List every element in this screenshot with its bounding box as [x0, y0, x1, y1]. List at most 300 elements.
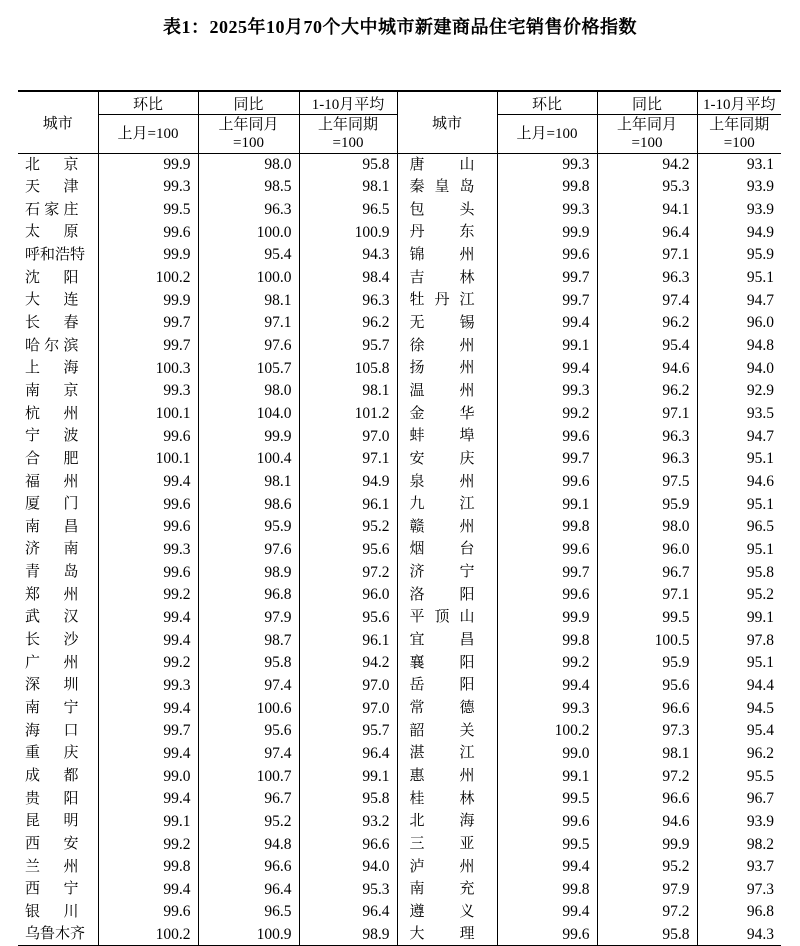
city-cell — [397, 403, 497, 426]
city-name: 徐 州 — [409, 337, 475, 354]
value-cell: 99.4 — [98, 879, 198, 902]
value-cell: 99.8 — [497, 879, 597, 902]
city-cell — [397, 471, 497, 494]
value-cell: 97.3 — [597, 720, 697, 743]
value-cell: 99.3 — [98, 176, 198, 199]
city-cell — [397, 652, 497, 675]
value-cell: 95.9 — [198, 516, 299, 539]
value-cell: 97.4 — [198, 675, 299, 698]
header-avg-base-left: 上年同期 =100 — [299, 115, 397, 154]
value-cell: 99.3 — [497, 154, 597, 177]
city-name: 西 宁 — [25, 881, 79, 898]
value-cell: 94.6 — [597, 357, 697, 380]
value-cell: 97.5 — [597, 471, 697, 494]
value-cell: 99.7 — [98, 335, 198, 358]
value-cell: 94.8 — [198, 833, 299, 856]
city-name: 蚌 埠 — [409, 428, 475, 445]
city-cell — [18, 811, 98, 834]
city-cell — [18, 516, 98, 539]
value-cell: 99.3 — [98, 675, 198, 698]
table-row — [18, 765, 781, 788]
city-cell — [397, 788, 497, 811]
city-name: 合 肥 — [25, 450, 79, 467]
value-cell: 95.3 — [299, 879, 397, 902]
value-cell: 99.4 — [497, 357, 597, 380]
value-cell: 97.2 — [597, 765, 697, 788]
value-cell: 96.4 — [299, 743, 397, 766]
value-cell: 99.8 — [497, 629, 597, 652]
value-cell: 96.3 — [597, 448, 697, 471]
header-avg-base-right: 上年同期 =100 — [697, 115, 781, 154]
city-cell — [18, 176, 98, 199]
value-cell: 93.9 — [697, 176, 781, 199]
value-cell: 97.0 — [299, 697, 397, 720]
city-cell — [18, 856, 98, 879]
table-row — [18, 471, 781, 494]
value-cell: 96.6 — [597, 697, 697, 720]
value-cell: 97.0 — [299, 675, 397, 698]
value-cell: 99.4 — [98, 788, 198, 811]
value-cell: 94.6 — [697, 471, 781, 494]
value-cell: 95.8 — [597, 924, 697, 946]
city-name: 无 锡 — [409, 314, 475, 331]
value-cell: 99.7 — [497, 448, 597, 471]
city-name: 西 安 — [25, 836, 79, 853]
city-name: 兰 州 — [25, 858, 79, 875]
city-cell — [397, 924, 497, 946]
city-name: 金 华 — [409, 405, 475, 422]
value-cell: 95.8 — [198, 652, 299, 675]
value-cell: 95.7 — [299, 720, 397, 743]
value-cell: 99.4 — [98, 607, 198, 630]
city-cell — [18, 720, 98, 743]
value-cell: 94.2 — [597, 154, 697, 177]
city-name: 宁 波 — [25, 428, 79, 445]
value-cell: 95.8 — [299, 788, 397, 811]
city-name: 上 海 — [25, 360, 79, 377]
table-row — [18, 720, 781, 743]
city-cell — [18, 471, 98, 494]
value-cell: 95.8 — [697, 561, 781, 584]
city-cell — [397, 289, 497, 312]
table-body — [18, 154, 781, 946]
table-row — [18, 516, 781, 539]
city-cell — [397, 607, 497, 630]
city-cell — [397, 335, 497, 358]
city-cell — [397, 901, 497, 924]
city-cell — [397, 357, 497, 380]
value-cell: 100.2 — [98, 924, 198, 946]
value-cell: 98.9 — [299, 924, 397, 946]
value-cell: 98.5 — [198, 176, 299, 199]
value-cell: 97.0 — [299, 425, 397, 448]
city-cell — [18, 448, 98, 471]
city-name: 长 春 — [25, 314, 79, 331]
value-cell: 99.3 — [98, 539, 198, 562]
value-cell: 96.6 — [299, 833, 397, 856]
value-cell: 96.7 — [697, 788, 781, 811]
value-cell: 95.9 — [597, 652, 697, 675]
value-cell: 100.1 — [98, 403, 198, 426]
value-cell: 96.2 — [597, 312, 697, 335]
city-name: 扬 州 — [409, 360, 475, 377]
table-row — [18, 675, 781, 698]
header-mom-base-left: 上月=100 — [98, 115, 198, 154]
value-cell: 99.1 — [98, 811, 198, 834]
table-row — [18, 833, 781, 856]
table-row — [18, 879, 781, 902]
value-cell: 100.7 — [198, 765, 299, 788]
city-cell — [18, 652, 98, 675]
city-name: 海 口 — [25, 722, 79, 739]
value-cell: 95.7 — [299, 335, 397, 358]
value-cell: 95.9 — [597, 493, 697, 516]
city-name: 烟 台 — [409, 541, 475, 558]
value-cell: 94.9 — [697, 221, 781, 244]
city-name: 安 庆 — [409, 450, 475, 467]
value-cell: 96.0 — [697, 312, 781, 335]
city-name: 广 州 — [25, 654, 79, 671]
city-name: 秦 皇 岛 — [409, 178, 475, 195]
value-cell: 98.1 — [198, 289, 299, 312]
table-row — [18, 267, 781, 290]
city-cell — [18, 607, 98, 630]
city-cell — [397, 221, 497, 244]
city-name: 湛 江 — [409, 745, 475, 762]
city-name: 乌 鲁 木 齐 — [25, 926, 86, 943]
value-cell: 96.7 — [198, 788, 299, 811]
table-row — [18, 312, 781, 335]
value-cell: 95.5 — [697, 765, 781, 788]
city-cell — [18, 743, 98, 766]
city-name: 北 海 — [409, 813, 475, 830]
city-cell — [18, 267, 98, 290]
city-name: 宜 昌 — [409, 632, 475, 649]
city-cell — [18, 289, 98, 312]
value-cell: 97.1 — [597, 584, 697, 607]
city-cell — [18, 901, 98, 924]
city-cell — [397, 493, 497, 516]
city-cell — [18, 493, 98, 516]
value-cell: 96.3 — [597, 267, 697, 290]
value-cell: 95.6 — [299, 539, 397, 562]
value-cell: 97.1 — [597, 244, 697, 267]
city-cell — [18, 629, 98, 652]
value-cell: 94.7 — [697, 425, 781, 448]
city-cell — [18, 879, 98, 902]
city-cell — [18, 833, 98, 856]
value-cell: 99.6 — [98, 221, 198, 244]
city-name: 呼 和 浩 特 — [25, 246, 86, 263]
city-name: 桂 林 — [409, 790, 475, 807]
value-cell: 99.8 — [497, 176, 597, 199]
city-name: 天 津 — [25, 178, 79, 195]
city-name: 济 南 — [25, 541, 79, 558]
value-cell: 99.0 — [98, 765, 198, 788]
value-cell: 99.1 — [299, 765, 397, 788]
header-yoy-base-left: 上年同月 =100 — [198, 115, 299, 154]
value-cell: 99.5 — [597, 607, 697, 630]
header-mom-right: 环比 — [497, 91, 597, 115]
city-name: 遵 义 — [409, 903, 475, 920]
table-row — [18, 652, 781, 675]
value-cell: 99.7 — [497, 267, 597, 290]
city-cell — [18, 199, 98, 222]
value-cell: 99.2 — [98, 652, 198, 675]
value-cell: 99.1 — [497, 493, 597, 516]
city-cell — [397, 539, 497, 562]
value-cell: 97.9 — [198, 607, 299, 630]
value-cell: 93.9 — [697, 199, 781, 222]
table-row — [18, 856, 781, 879]
table-row — [18, 335, 781, 358]
value-cell: 97.4 — [597, 289, 697, 312]
value-cell: 96.8 — [697, 901, 781, 924]
city-cell — [397, 312, 497, 335]
header-yoy-left: 同比 — [198, 91, 299, 115]
city-cell — [18, 561, 98, 584]
city-name: 南 充 — [409, 881, 475, 898]
city-name: 牡 丹 江 — [409, 292, 475, 309]
table-row — [18, 448, 781, 471]
city-cell — [397, 448, 497, 471]
value-cell: 93.5 — [697, 403, 781, 426]
value-cell: 95.1 — [697, 652, 781, 675]
table-row — [18, 357, 781, 380]
city-cell — [18, 924, 98, 946]
value-cell: 94.0 — [697, 357, 781, 380]
value-cell: 94.2 — [299, 652, 397, 675]
value-cell: 94.0 — [299, 856, 397, 879]
city-name: 银 川 — [25, 903, 79, 920]
value-cell: 99.1 — [497, 335, 597, 358]
city-name: 厦 门 — [25, 496, 79, 513]
value-cell: 100.1 — [98, 448, 198, 471]
value-cell: 98.1 — [198, 471, 299, 494]
value-cell: 97.3 — [697, 879, 781, 902]
value-cell: 94.3 — [299, 244, 397, 267]
value-cell: 95.1 — [697, 539, 781, 562]
value-cell: 100.3 — [98, 357, 198, 380]
value-cell: 96.2 — [597, 380, 697, 403]
value-cell: 95.4 — [597, 335, 697, 358]
value-cell: 95.2 — [299, 516, 397, 539]
value-cell: 96.3 — [299, 289, 397, 312]
value-cell: 99.6 — [98, 493, 198, 516]
value-cell: 94.1 — [597, 199, 697, 222]
city-cell — [18, 221, 98, 244]
city-name: 青 岛 — [25, 564, 79, 581]
value-cell: 96.8 — [198, 584, 299, 607]
value-cell: 105.8 — [299, 357, 397, 380]
city-cell — [18, 357, 98, 380]
city-cell — [18, 380, 98, 403]
table-row — [18, 924, 781, 946]
value-cell: 98.0 — [198, 154, 299, 177]
value-cell: 96.4 — [597, 221, 697, 244]
value-cell: 93.9 — [697, 811, 781, 834]
city-cell — [397, 176, 497, 199]
city-cell — [397, 675, 497, 698]
value-cell: 99.5 — [497, 833, 597, 856]
city-cell — [18, 539, 98, 562]
value-cell: 99.6 — [98, 425, 198, 448]
value-cell: 97.4 — [198, 743, 299, 766]
value-cell: 98.0 — [198, 380, 299, 403]
value-cell: 99.6 — [497, 244, 597, 267]
city-cell — [397, 154, 497, 177]
value-cell: 96.0 — [597, 539, 697, 562]
city-name: 温 州 — [409, 382, 475, 399]
city-name: 郑 州 — [25, 586, 79, 603]
value-cell: 95.3 — [597, 176, 697, 199]
value-cell: 96.5 — [198, 901, 299, 924]
city-name: 成 都 — [25, 768, 79, 785]
value-cell: 96.5 — [697, 516, 781, 539]
value-cell: 99.4 — [497, 856, 597, 879]
value-cell: 100.9 — [299, 221, 397, 244]
value-cell: 94.9 — [299, 471, 397, 494]
value-cell: 99.3 — [98, 380, 198, 403]
value-cell: 96.6 — [198, 856, 299, 879]
value-cell: 98.4 — [299, 267, 397, 290]
value-cell: 100.4 — [198, 448, 299, 471]
header-mom-base-right: 上月=100 — [497, 115, 597, 154]
value-cell: 99.7 — [497, 561, 597, 584]
value-cell: 96.2 — [299, 312, 397, 335]
value-cell: 105.7 — [198, 357, 299, 380]
city-cell — [397, 629, 497, 652]
value-cell: 96.3 — [198, 199, 299, 222]
value-cell: 95.1 — [697, 493, 781, 516]
city-name: 岳 阳 — [409, 677, 475, 694]
city-cell — [397, 879, 497, 902]
table-row — [18, 221, 781, 244]
value-cell: 99.4 — [98, 471, 198, 494]
value-cell: 98.1 — [597, 743, 697, 766]
value-cell: 99.4 — [98, 629, 198, 652]
value-cell: 97.1 — [198, 312, 299, 335]
value-cell: 97.6 — [198, 335, 299, 358]
value-cell: 100.0 — [198, 221, 299, 244]
value-cell: 96.2 — [697, 743, 781, 766]
value-cell: 96.1 — [299, 629, 397, 652]
city-cell — [397, 199, 497, 222]
value-cell: 99.6 — [497, 811, 597, 834]
city-cell — [18, 425, 98, 448]
city-name: 丹 东 — [409, 224, 475, 241]
value-cell: 99.7 — [98, 312, 198, 335]
city-name: 哈 尔 滨 — [25, 337, 79, 354]
table-row — [18, 743, 781, 766]
city-cell — [397, 561, 497, 584]
city-cell — [397, 516, 497, 539]
table-row — [18, 697, 781, 720]
header-city-right: 城市 — [397, 91, 497, 154]
value-cell: 97.2 — [299, 561, 397, 584]
city-cell — [397, 833, 497, 856]
table-row — [18, 629, 781, 652]
table-row — [18, 403, 781, 426]
value-cell: 99.2 — [497, 403, 597, 426]
value-cell: 99.3 — [497, 380, 597, 403]
city-name: 包 头 — [409, 201, 475, 218]
value-cell: 99.9 — [98, 289, 198, 312]
table-row — [18, 607, 781, 630]
value-cell: 99.6 — [98, 516, 198, 539]
value-cell: 100.2 — [497, 720, 597, 743]
value-cell: 94.6 — [597, 811, 697, 834]
value-cell: 95.1 — [697, 267, 781, 290]
city-cell — [397, 697, 497, 720]
table-row — [18, 493, 781, 516]
value-cell: 96.3 — [597, 425, 697, 448]
value-cell: 95.6 — [299, 607, 397, 630]
value-cell: 99.2 — [98, 833, 198, 856]
value-cell: 99.0 — [497, 743, 597, 766]
city-name: 韶 关 — [409, 722, 475, 739]
value-cell: 97.1 — [597, 403, 697, 426]
table-row — [18, 154, 781, 177]
city-cell — [18, 403, 98, 426]
value-cell: 99.8 — [497, 516, 597, 539]
value-cell: 95.9 — [697, 244, 781, 267]
value-cell: 99.9 — [98, 244, 198, 267]
city-name: 吉 林 — [409, 269, 475, 286]
value-cell: 95.2 — [198, 811, 299, 834]
value-cell: 96.0 — [299, 584, 397, 607]
value-cell: 99.9 — [497, 607, 597, 630]
value-cell: 98.6 — [198, 493, 299, 516]
table-row — [18, 425, 781, 448]
value-cell: 99.7 — [98, 720, 198, 743]
table-header — [18, 91, 781, 154]
value-cell: 99.2 — [497, 652, 597, 675]
city-name: 深 圳 — [25, 677, 79, 694]
value-cell: 96.6 — [597, 788, 697, 811]
city-name: 长 沙 — [25, 632, 79, 649]
city-name: 泉 州 — [409, 473, 475, 490]
page-title: 表1：2025年10月70个大中城市新建商品住宅销售价格指数 — [163, 17, 637, 37]
city-name: 贵 阳 — [25, 790, 79, 807]
value-cell: 104.0 — [198, 403, 299, 426]
city-cell — [397, 765, 497, 788]
city-name: 锦 州 — [409, 246, 475, 263]
header-avg-right: 1-10月平均 — [697, 91, 781, 115]
city-name: 洛 阳 — [409, 586, 475, 603]
value-cell: 99.6 — [497, 471, 597, 494]
value-cell: 94.4 — [697, 675, 781, 698]
table-row — [18, 244, 781, 267]
value-cell: 99.9 — [98, 154, 198, 177]
city-name: 昆 明 — [25, 813, 79, 830]
city-cell — [397, 584, 497, 607]
city-cell — [397, 811, 497, 834]
value-cell: 98.1 — [299, 176, 397, 199]
city-name: 杭 州 — [25, 405, 79, 422]
value-cell: 94.3 — [697, 924, 781, 946]
value-cell: 95.2 — [697, 584, 781, 607]
value-cell: 99.9 — [597, 833, 697, 856]
value-cell: 99.6 — [98, 561, 198, 584]
header-avg-left: 1-10月平均 — [299, 91, 397, 115]
value-cell: 94.5 — [697, 697, 781, 720]
value-cell: 99.5 — [497, 788, 597, 811]
city-cell — [18, 675, 98, 698]
value-cell: 99.4 — [497, 675, 597, 698]
value-cell: 97.6 — [198, 539, 299, 562]
value-cell: 100.6 — [198, 697, 299, 720]
